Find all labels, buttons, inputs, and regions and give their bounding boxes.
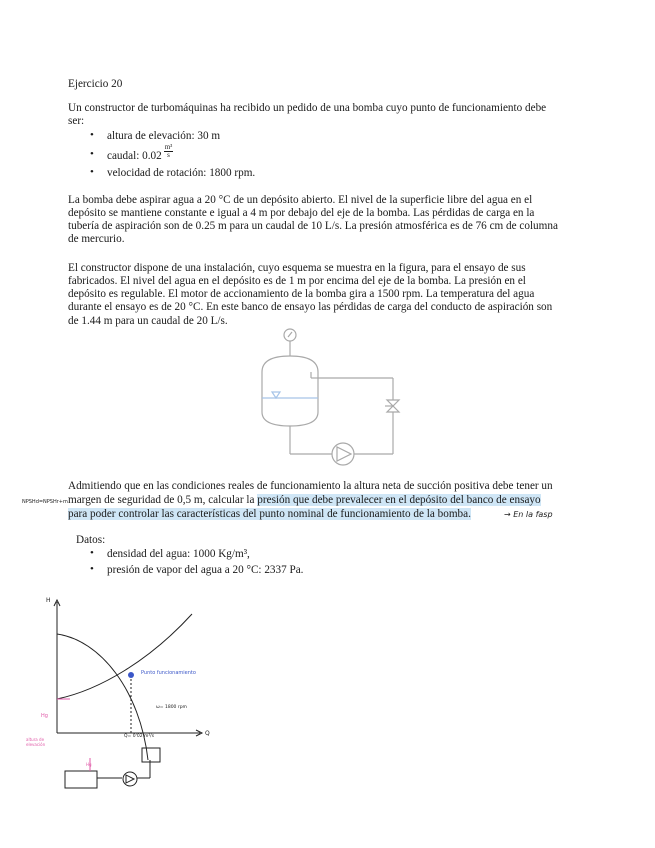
bullet: • [90,547,94,559]
pump-curve [57,634,148,760]
para1-line: tubería de aspiración son de 0.25 m para un caudal de 10 L/s. La presión atmosférica es de 76 cm de columna [68,220,558,232]
req-speed: velocidad de rotación: 1800 rpm. [107,167,256,179]
arrow-handwritten-note: → En la fasp [504,510,553,519]
operating-point-label: Punto funcionamiento [141,670,196,676]
req-flow-unit-den: s [167,151,170,159]
flow-label: Q= 0'02 m³/s [124,734,155,739]
req-flow-label: caudal: 0.02 [107,150,162,163]
req-height: altura de elevación: 30 m [107,130,221,142]
side-note-2: elevación [26,742,46,747]
para2-line: El constructor dispone de una instalación, cuyo esquema se muestra en la figura, para el ensayo de sus [68,262,526,274]
bullet: • [90,148,94,160]
operating-point-marker [128,672,134,678]
hg-label: Hg [41,713,48,719]
req-flow-unit-num: m³ [164,143,173,151]
intro-line-1: Un constructor de turbomáquinas ha recibido un pedido de una bomba cuyo punto de funcionamiento debe [68,102,547,114]
para3-highlight-1: presión que debe prevalecer en el depósito del banco de ensayo [257,494,541,506]
para3-highlight-2: para poder controlar las características del punto nominal de funcionamiento de la bomba. [68,508,471,520]
para3-line-1: Admitiendo que en las condiciones reales de funcionamiento la altura neta de succión positiva debe tener un [68,480,553,492]
data-vapor: presión de vapor del agua a 20 °C: 2337 Pa. [107,564,304,576]
bullet: • [90,166,94,178]
hg-small-label: Hg [86,762,92,767]
para2-line: fabricados. El nivel del agua en el depósito es de 1 m por encima del eje de la bomba. La presión en el [68,275,526,287]
bullet: • [90,563,94,575]
side-note-1: altura de [26,737,45,742]
para1-line: depósito se mantiene constante e igual a 4 m por debajo del eje de la bomba. Las pérdidas de carga en la [68,207,535,219]
bullet: • [90,129,94,141]
npsh-handwritten-note: NPSHd=NPSHr+m [22,499,68,505]
intro-line-2: ser: [68,115,85,127]
exercise-title: Ejercicio 20 [68,78,123,90]
para3-line-2-plain: margen de seguridad de 0,5 m, calcular la [68,494,258,506]
para2-line: durante el ensayo es de 20 °C. En este banco de ensayo las pérdidas de carga del conducto de aspiración son [68,301,553,313]
para2-line: depósito es regulable. El motor de accionamiento de la bomba gira a 1500 rpm. La temperatura del agua [68,288,535,300]
speed-label: ω= 1800 rpm [156,705,187,710]
axis-q-label: Q [205,730,210,737]
data-title: Datos: [76,534,106,546]
para2-line: de 1.44 m para un caudal de 20 L/s. [68,315,228,327]
data-density: densidad del agua: 1000 Kg/m³, [107,548,250,560]
axis-h-label: H [46,597,51,604]
para1-line: de mercurio. [68,233,125,245]
para1-line: La bomba debe aspirar agua a 20 °C de un depósito abierto. El nivel de la superficie libre del agua en el [68,194,533,206]
